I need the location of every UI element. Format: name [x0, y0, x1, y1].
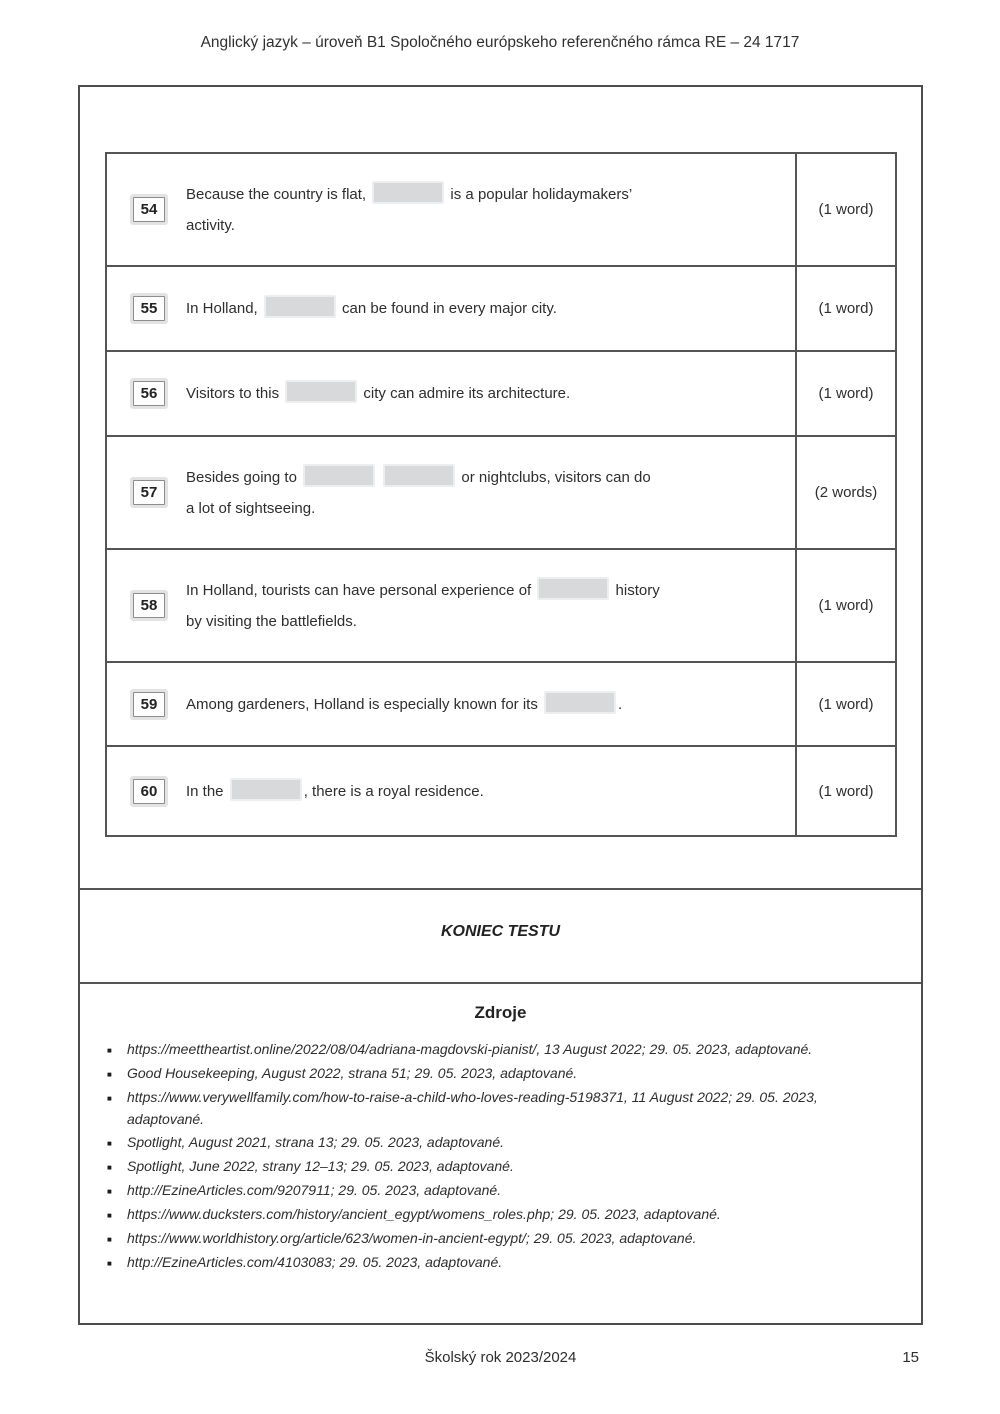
square-bullet-icon: ■: [107, 1234, 112, 1244]
source-list-item: [107, 1063, 869, 1086]
source-text: Spotlight, June 2022, strany 12–13; 29. 05. 2023, adaptované.: [127, 1157, 514, 1174]
question-row: [107, 154, 895, 265]
word-limit-cell: [795, 747, 895, 835]
square-bullet-icon: ■: [107, 1162, 112, 1172]
square-bullet-icon: ■: [107, 1046, 112, 1055]
question-row: [107, 350, 895, 435]
answer-blank: [544, 691, 616, 714]
word-limit-label: (1 word): [818, 695, 874, 713]
word-limit-cell: [795, 154, 895, 265]
question-cell: [107, 550, 795, 661]
square-bullet-icon: ■: [107, 1210, 112, 1220]
question-sentence: In Holland, can be found in every major city.: [186, 293, 557, 324]
source-list-item: [107, 1156, 869, 1179]
question-row: [107, 745, 895, 835]
page-footer: [78, 1349, 923, 1373]
question-cell: [107, 267, 795, 350]
question-number: 60: [133, 779, 165, 804]
word-limit-label: (1 word): [818, 201, 874, 218]
question-sentence: Besides going to or nightclubs, visitors can do a lot of sightseeing.: [186, 462, 651, 524]
word-limit-cell: [795, 550, 895, 661]
question-sentence: In the , there is a royal residence.: [186, 776, 484, 807]
sources-list: [107, 1039, 869, 1276]
question-row: [107, 661, 895, 745]
source-text: https://www.worldhistory.org/article/623/women-in-ancient-egypt/; 29. 05. 2023, adaptované.: [127, 1229, 697, 1246]
source-text: https://www.verywellfamily.com/how-to-raise-a-child-who-loves-reading-5198371, 11 August 2022; 29. 05. 2023, adaptované.: [127, 1089, 818, 1127]
page-number: 15: [902, 1349, 919, 1366]
answer-blank: [264, 295, 336, 318]
source-list-item: [107, 1087, 869, 1130]
question-number: 54: [133, 197, 165, 222]
question-sentence: Because the country is flat, is a popular holidaymakers’ activity.: [186, 179, 632, 241]
source-text: Spotlight, August 2021, strana 13; 29. 05. 2023, adaptované.: [127, 1133, 504, 1150]
source-list-item: [107, 1180, 869, 1203]
word-limit-label: (1 word): [818, 385, 874, 402]
section-divider: [80, 982, 921, 984]
source-list-item: [107, 1039, 869, 1062]
question-sentence: Visitors to this city can admire its architecture.: [186, 378, 570, 409]
question-row: [107, 435, 895, 548]
source-text: http://EzineArticles.com/9207911; 29. 05. 2023, adaptované.: [127, 1181, 502, 1198]
school-year-label: Školský rok 2023/2024: [424, 1349, 577, 1366]
question-cell: [107, 352, 795, 435]
question-cell: [107, 747, 795, 835]
word-limit-label: (2 words): [814, 484, 878, 501]
answer-blank: [372, 181, 444, 204]
square-bullet-icon: ■: [107, 1070, 112, 1079]
square-bullet-icon: ■: [107, 1094, 112, 1103]
square-bullet-icon: ■: [107, 1138, 112, 1148]
question-sentence: Among gardeners, Holland is especially known for its .: [186, 689, 622, 720]
section-divider: [80, 888, 921, 890]
question-number: 58: [133, 593, 165, 618]
source-text: https://meettheartist.online/2022/08/04/adriana-magdovski-pianist/, 13 August 2022; 29. 05. 2023, adaptované.: [127, 1041, 813, 1057]
word-limit-label: (1 word): [818, 782, 874, 800]
question-number: 59: [133, 692, 165, 717]
word-limit-cell: [795, 437, 895, 548]
word-limit-cell: [795, 663, 895, 745]
answer-blank: [230, 778, 302, 801]
word-limit-cell: [795, 267, 895, 350]
answer-blank: [383, 464, 455, 487]
question-row: [107, 548, 895, 661]
word-limit-label: (1 word): [818, 300, 874, 317]
question-cell: [107, 154, 795, 265]
source-text: Good Housekeeping, August 2022, strana 51; 29. 05. 2023, adaptované.: [127, 1065, 578, 1081]
square-bullet-icon: ■: [107, 1186, 112, 1196]
questions-table: [105, 152, 897, 837]
question-number: 57: [133, 480, 165, 505]
word-limit-label: (1 word): [818, 597, 874, 614]
source-text: http://EzineArticles.com/4103083; 29. 05. 2023, adaptované.: [127, 1253, 503, 1270]
question-number: 55: [133, 296, 165, 321]
source-text: https://www.ducksters.com/history/ancient_egypt/womens_roles.php; 29. 05. 2023, adaptované.: [127, 1205, 721, 1222]
word-limit-cell: [795, 352, 895, 435]
source-list-item: [107, 1252, 869, 1275]
content-frame: [78, 85, 923, 1325]
answer-blank: [285, 380, 357, 403]
source-list-item: [107, 1132, 869, 1155]
question-number: 56: [133, 381, 165, 406]
source-list-item: [107, 1228, 869, 1251]
answer-blank: [537, 577, 609, 600]
page-header-title: Anglický jazyk – úroveň B1 Spoločného európskeho referenčného rámca RE – 24 1717: [200, 34, 800, 51]
answer-blank: [303, 464, 375, 487]
end-of-test-label: KONIEC TESTU: [440, 923, 561, 940]
question-cell: [107, 437, 795, 548]
question-cell: [107, 663, 795, 745]
sources-heading: Zdroje: [474, 1003, 527, 1022]
square-bullet-icon: ■: [107, 1258, 112, 1268]
source-list-item: [107, 1204, 869, 1227]
question-sentence: In Holland, tourists can have personal experience of history by visiting the battlefields.: [186, 575, 660, 637]
question-row: [107, 265, 895, 350]
